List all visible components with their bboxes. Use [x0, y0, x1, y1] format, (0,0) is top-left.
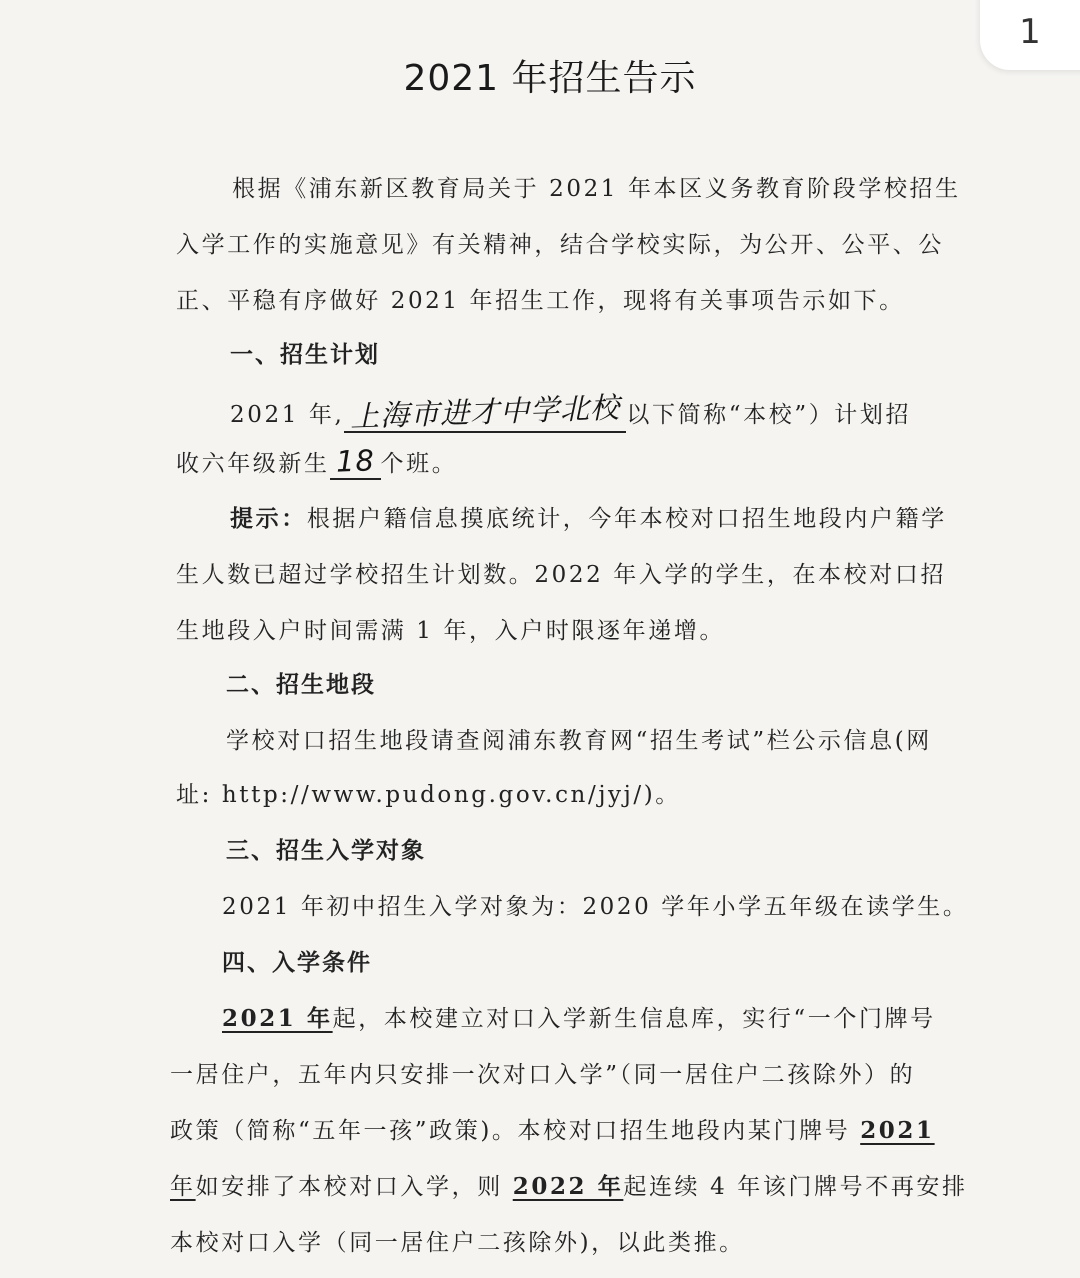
section-4-line-4-text-a: 如安排了本校对口入学，则 [195, 1174, 513, 1200]
intro-line-2: 入学工作的实施意见》有关精神，结合学校实际，为公开、公平、公 [176, 232, 944, 258]
section-4-heading: 四、入学条件 [222, 950, 372, 976]
tip-line-3: 生地段入户时间需满 1 年，入户时限逐年递增。 [176, 618, 726, 644]
tip-line-1 [230, 500, 947, 533]
year-2021-underlined: 2021 年 [222, 1005, 333, 1032]
classes-suffix: 个班。 [380, 451, 458, 477]
door-number-year-2021: 2021 [860, 1117, 935, 1144]
section-4-line-1 [222, 1000, 936, 1033]
section-2-line-2: 址: http://www.pudong.gov.cn/jyj/)。 [176, 782, 681, 808]
section-3-line-1: 2021 年初中招生入学对象为：2020 学年小学五年级在读学生。 [222, 894, 969, 920]
section-1-heading: 一、招生计划 [230, 342, 380, 368]
section-2-line-1: 学校对口招生地段请查阅浦东教育网“招生考试”栏公示信息(网 [226, 728, 932, 754]
school-name-blank [344, 390, 626, 433]
section-1-line-1 [230, 390, 911, 433]
school-name-handwritten: 上海市进才中学北校 [349, 390, 621, 434]
intro-line-3: 正、平稳有序做好 2021 年招生工作，现将有关事项告示如下。 [176, 288, 905, 314]
section-4-line-4-text-b: 起连续 4 年该门牌号不再安排 [623, 1174, 968, 1200]
section-4-line-5: 本校对口入学（同一居住户二孩除外)，以此类推。 [170, 1230, 745, 1256]
section-4-line-4 [170, 1168, 968, 1201]
intro-line-1: 根据《浦东新区教育局关于 2021 年本区义务教育阶段学校招生 [232, 176, 961, 202]
classes-handwritten: 18 [335, 443, 376, 479]
section-1-line-2 [176, 444, 457, 480]
section-4-line-1-text: 起，本校建立对口入学新生信息库，实行“一个门牌号 [332, 1006, 936, 1032]
classes-prefix: 收六年级新生 [176, 451, 330, 477]
section-4-line-2: 一居住户，五年内只安排一次对口入学”（同一居住户二孩除外）的 [170, 1062, 916, 1088]
document-title: 2021 年招生告示 [403, 58, 697, 99]
classes-blank [330, 444, 381, 480]
section-1-after-school: 以下简称“本校”）计划招 [626, 402, 912, 428]
tip-line-2: 生人数已超过学校招生计划数。2022 年入学的学生，在本校对口招 [176, 562, 947, 588]
year-char-underlined: 年 [170, 1174, 196, 1200]
tip-text-1: 根据户籍信息摸底统计，今年本校对口招生地段内户籍学 [306, 506, 947, 532]
year-2022-underlined: 2022 年 [512, 1173, 624, 1200]
section-4-line-3 [170, 1112, 935, 1145]
section-3-heading: 三、招生入学对象 [226, 838, 426, 864]
tip-label: 提示： [230, 505, 307, 532]
section-1-year: 2021 年, [230, 402, 345, 428]
section-4-line-3-text: 政策（简称“五年一孩”政策)。本校对口招生地段内某门牌号 [170, 1118, 861, 1144]
page-number: 1 [1019, 12, 1041, 52]
section-2-heading: 二、招生地段 [226, 672, 376, 698]
